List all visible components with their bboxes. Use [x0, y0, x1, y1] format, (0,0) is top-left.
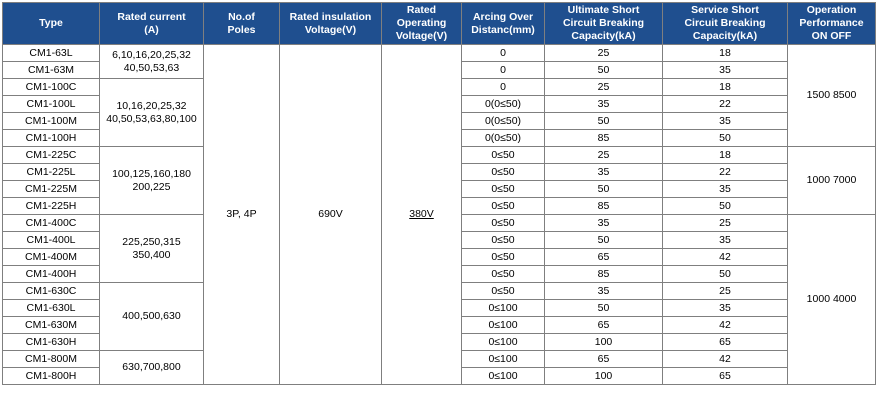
service-capacity-cell: 22 [663, 96, 788, 113]
ultimate-capacity-cell: 35 [545, 96, 663, 113]
arcing-distance-cell: 0≤50 [462, 147, 545, 164]
header-type: Type [3, 3, 100, 45]
ultimate-capacity-cell: 85 [545, 266, 663, 283]
arcing-distance-cell: 0≤50 [462, 249, 545, 266]
type-cell: CM1-630L [3, 300, 100, 317]
rated-current-cell: 400,500,630 [100, 283, 204, 351]
rated-current-cell: 225,250,315 350,400 [100, 215, 204, 283]
type-cell: CM1-225C [3, 147, 100, 164]
arcing-distance-cell: 0≤100 [462, 351, 545, 368]
service-capacity-cell: 65 [663, 334, 788, 351]
service-capacity-cell: 18 [663, 147, 788, 164]
operation-performance-cell: 1500 8500 [788, 45, 876, 147]
type-cell: CM1-225M [3, 181, 100, 198]
type-cell: CM1-800M [3, 351, 100, 368]
ultimate-capacity-cell: 65 [545, 317, 663, 334]
type-cell: CM1-63M [3, 62, 100, 79]
type-cell: CM1-800H [3, 368, 100, 385]
ultimate-capacity-cell: 25 [545, 147, 663, 164]
service-capacity-cell: 50 [663, 130, 788, 147]
service-capacity-cell: 42 [663, 351, 788, 368]
operation-performance-cell: 1000 7000 [788, 147, 876, 215]
service-capacity-cell: 65 [663, 368, 788, 385]
type-cell: CM1-100L [3, 96, 100, 113]
type-cell: CM1-100C [3, 79, 100, 96]
service-capacity-cell: 42 [663, 249, 788, 266]
ultimate-capacity-cell: 100 [545, 368, 663, 385]
type-cell: CM1-225H [3, 198, 100, 215]
ultimate-capacity-cell: 85 [545, 130, 663, 147]
type-cell: CM1-400C [3, 215, 100, 232]
arcing-distance-cell: 0 [462, 45, 545, 62]
ultimate-capacity-cell: 100 [545, 334, 663, 351]
service-capacity-cell: 35 [663, 181, 788, 198]
type-cell: CM1-400M [3, 249, 100, 266]
header-poles: No.of Poles [204, 3, 280, 45]
type-cell: CM1-400L [3, 232, 100, 249]
arcing-distance-cell: 0≤50 [462, 232, 545, 249]
service-capacity-cell: 35 [663, 300, 788, 317]
type-cell: CM1-63L [3, 45, 100, 62]
ultimate-capacity-cell: 50 [545, 181, 663, 198]
header-ultimate-capacity: Ultimate Short Circuit Breaking Capacity(kA) [545, 3, 663, 45]
table-row [3, 45, 876, 62]
operating-voltage-cell: 380V [382, 45, 462, 385]
service-capacity-cell: 22 [663, 164, 788, 181]
ultimate-capacity-cell: 65 [545, 249, 663, 266]
header-arcing-distance: Arcing Over Distanc(mm) [462, 3, 545, 45]
insulation-voltage-cell: 690V [280, 45, 382, 385]
type-cell: CM1-630C [3, 283, 100, 300]
header-operation-performance: Operation Performance ON OFF [788, 3, 876, 45]
rated-current-cell: 630,700,800 [100, 351, 204, 385]
rated-current-cell: 100,125,160,180 200,225 [100, 147, 204, 215]
ultimate-capacity-cell: 85 [545, 198, 663, 215]
service-capacity-cell: 50 [663, 266, 788, 283]
service-capacity-cell: 35 [663, 62, 788, 79]
service-capacity-cell: 35 [663, 232, 788, 249]
arcing-distance-cell: 0(0≤50) [462, 113, 545, 130]
rated-current-cell: 10,16,20,25,32 40,50,53,63,80,100 [100, 79, 204, 147]
type-cell: CM1-400H [3, 266, 100, 283]
type-cell: CM1-100H [3, 130, 100, 147]
arcing-distance-cell: 0≤100 [462, 317, 545, 334]
header-rated-current: Rated current (A) [100, 3, 204, 45]
ultimate-capacity-cell: 35 [545, 215, 663, 232]
service-capacity-cell: 25 [663, 215, 788, 232]
ultimate-capacity-cell: 25 [545, 79, 663, 96]
arcing-distance-cell: 0≤100 [462, 368, 545, 385]
header-insulation-voltage: Rated insulation Voltage(V) [280, 3, 382, 45]
ultimate-capacity-cell: 50 [545, 113, 663, 130]
header-operating-voltage: Rated Operating Voltage(V) [382, 3, 462, 45]
service-capacity-cell: 18 [663, 79, 788, 96]
header-service-capacity: Service Short Circuit Breaking Capacity(kA) [663, 3, 788, 45]
arcing-distance-cell: 0(0≤50) [462, 96, 545, 113]
service-capacity-cell: 18 [663, 45, 788, 62]
type-cell: CM1-630H [3, 334, 100, 351]
operation-performance-cell: 1000 4000 [788, 215, 876, 385]
rated-current-cell: 6,10,16,20,25,32 40,50,53,63 [100, 45, 204, 79]
arcing-distance-cell: 0≤50 [462, 181, 545, 198]
type-cell: CM1-225L [3, 164, 100, 181]
arcing-distance-cell: 0 [462, 62, 545, 79]
arcing-distance-cell: 0≤50 [462, 283, 545, 300]
service-capacity-cell: 35 [663, 113, 788, 130]
service-capacity-cell: 42 [663, 317, 788, 334]
arcing-distance-cell: 0≤50 [462, 164, 545, 181]
header-row [3, 3, 876, 45]
ultimate-capacity-cell: 50 [545, 232, 663, 249]
breaker-spec-table [2, 2, 876, 385]
arcing-distance-cell: 0≤100 [462, 334, 545, 351]
ultimate-capacity-cell: 35 [545, 283, 663, 300]
arcing-distance-cell: 0≤50 [462, 198, 545, 215]
poles-cell: 3P, 4P [204, 45, 280, 385]
arcing-distance-cell: 0≤50 [462, 266, 545, 283]
ultimate-capacity-cell: 65 [545, 351, 663, 368]
ultimate-capacity-cell: 50 [545, 62, 663, 79]
arcing-distance-cell: 0≤50 [462, 215, 545, 232]
arcing-distance-cell: 0 [462, 79, 545, 96]
arcing-distance-cell: 0(0≤50) [462, 130, 545, 147]
service-capacity-cell: 50 [663, 198, 788, 215]
ultimate-capacity-cell: 25 [545, 45, 663, 62]
table-body [3, 45, 876, 385]
ultimate-capacity-cell: 50 [545, 300, 663, 317]
service-capacity-cell: 25 [663, 283, 788, 300]
type-cell: CM1-100M [3, 113, 100, 130]
ultimate-capacity-cell: 35 [545, 164, 663, 181]
type-cell: CM1-630M [3, 317, 100, 334]
arcing-distance-cell: 0≤100 [462, 300, 545, 317]
